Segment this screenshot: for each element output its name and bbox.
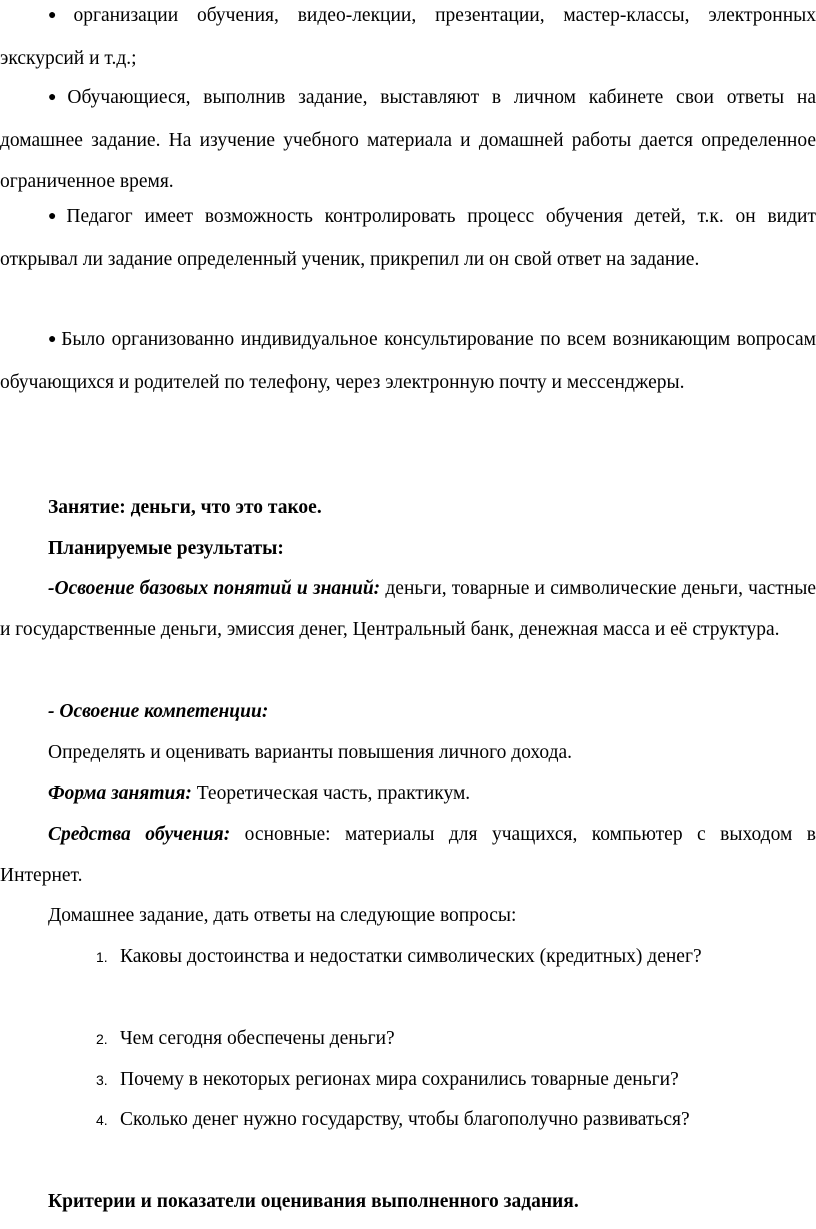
concepts-paragraph (0, 568, 816, 650)
bullet-icon: ● (48, 90, 65, 105)
bullet-text: Было организованно индивидуальное консультирование по всем возникающим вопросам обучающихся и родителей по телефону, через электронную почту и мессенджеры. (0, 329, 816, 393)
form-paragraph (0, 773, 816, 814)
question-item-2 (0, 1018, 816, 1060)
lesson-title: Занятие: деньги, что это такое. (48, 497, 322, 518)
concepts-text: деньги, товарные и символические деньги, частные и государственные деньги, эмиссия денег, Центральный банк, денежная масса и её структура. (0, 578, 816, 640)
question-number: 3. (96, 1072, 108, 1088)
means-label: Средства обучения: (48, 824, 231, 845)
competence-label: - Освоение компетенции: (48, 701, 269, 722)
bullet-icon: ● (48, 332, 59, 347)
means-paragraph (0, 814, 816, 896)
question-number: 2. (96, 1031, 108, 1047)
bullet-item-4 (0, 319, 816, 403)
criteria-heading: Критерии и показатели оценивания выполненного задания. (48, 1191, 579, 1212)
homework-intro: Домашнее задание, дать ответы на следующие вопросы: (48, 905, 517, 926)
results-heading: Планируемые результаты: (48, 538, 284, 559)
question-item-4 (0, 1099, 816, 1141)
question-number: 4. (96, 1112, 108, 1128)
competence-text: Определять и оценивать варианты повышения личного дохода. (48, 742, 573, 763)
form-label: Форма занятия: (48, 783, 192, 804)
bullet-text: Педагог имеет возможность контролировать процесс обучения детей, т.к. он видит открывал ли задание определенный ученик, прикрепил ли он свой ответ на задание. (0, 206, 816, 270)
bullet-icon: ● (48, 8, 71, 23)
question-text: Каковы достоинства и недостатки символических (кредитных) денег? (120, 946, 702, 967)
question-item-1 (0, 936, 816, 978)
form-text: Теоретическая часть, практикум. (191, 783, 471, 804)
bullet-text: Обучающиеся, выполнив задание, выставляют в личном кабинете свои ответы на домашнее задание. На изучение учебного материала и домашней работы дается определенное ограниченное время. (0, 87, 816, 192)
question-text: Чем сегодня обеспечены деньги? (120, 1028, 395, 1049)
question-text: Почему в некоторых регионах мира сохранились товарные деньги? (120, 1069, 679, 1090)
question-text: Сколько денег нужно государству, чтобы благополучно развиваться? (120, 1109, 690, 1130)
bullet-text: организации обучения, видео-лекции, презентации, мастер-классы, электронных экскурсий и т.д.; (0, 5, 816, 69)
means-text: основные: материалы для учащихся, компьютер с выходом в Интернет. (0, 824, 816, 886)
question-number: 1. (96, 949, 108, 965)
concepts-label: -Освоение базовых понятий и знаний: (48, 578, 381, 599)
bullet-item-1 (0, 0, 816, 79)
bullet-item-3 (0, 196, 816, 280)
bullet-item-2 (0, 77, 816, 202)
question-item-3 (0, 1059, 816, 1101)
bullet-icon: ● (48, 209, 64, 224)
